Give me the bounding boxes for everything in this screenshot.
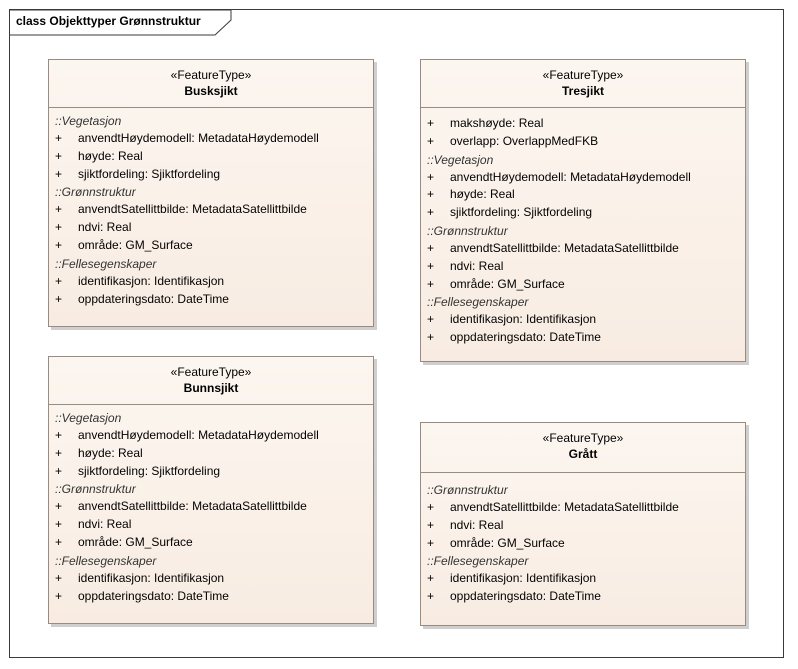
attribute-text: oppdateringsdato: DateTime: [78, 588, 229, 603]
attribute-row[interactable]: [49, 273, 373, 291]
attribute-text: område: GM_Surface: [78, 237, 193, 252]
attribute-text: høyde: Real: [450, 187, 515, 202]
attribute-row[interactable]: [49, 570, 373, 588]
attribute-row[interactable]: [49, 534, 373, 552]
attribute-text: anvendtSatellittbilde: MetadataSatellittbilde: [78, 202, 307, 217]
attribute-text: ndvi: Real: [450, 517, 504, 532]
visibility-marker: +: [55, 463, 63, 478]
attribute-text: anvendtSatellittbilde: MetadataSatellittbilde: [450, 500, 679, 514]
visibility-marker: +: [55, 273, 63, 288]
visibility-marker: +: [427, 133, 435, 148]
class-header: [49, 357, 373, 405]
stereotype-label: «FeatureType»: [170, 365, 252, 379]
visibility-marker: +: [427, 517, 435, 532]
visibility-marker: +: [427, 276, 435, 291]
class-header: [421, 423, 745, 473]
class-name: Tresjikt: [561, 84, 605, 98]
attribute-row[interactable]: [49, 130, 373, 148]
class-bunnsjikt[interactable]: [48, 356, 374, 624]
attribute-compartment: [49, 405, 373, 605]
stereotype-label: «FeatureType»: [542, 68, 624, 82]
attribute-text: identifikasjon: Identifikasjon: [78, 570, 225, 585]
attribute-text: overlapp: OverlappMedFKB: [450, 133, 599, 148]
visibility-marker: +: [427, 330, 435, 345]
visibility-marker: +: [55, 588, 63, 603]
attribute-row[interactable]: [421, 588, 745, 606]
visibility-marker: +: [55, 428, 63, 442]
stereotype-label: «FeatureType»: [542, 431, 624, 445]
attribute-row[interactable]: [421, 133, 745, 151]
attribute-text: høyde: Real: [78, 445, 143, 460]
attribute-text: oppdateringsdato: DateTime: [450, 330, 601, 345]
visibility-marker: +: [427, 116, 435, 130]
attribute-text: område: GM_Surface: [450, 276, 565, 291]
visibility-marker: +: [55, 499, 63, 514]
class-tresjikt[interactable]: [420, 59, 746, 362]
attribute-row[interactable]: [49, 516, 373, 534]
inherited-group-label: ::Grønnstruktur: [427, 483, 508, 497]
visibility-marker: +: [427, 169, 435, 184]
attribute-text: område: GM_Surface: [78, 534, 193, 549]
attribute-text: ndvi: Real: [78, 220, 132, 235]
inherited-group-label: ::Fellesegenskaper: [427, 295, 529, 310]
visibility-marker: +: [55, 517, 63, 532]
attribute-row[interactable]: [49, 588, 373, 606]
attribute-text: identifikasjon: Identifikasjon: [450, 312, 597, 327]
attribute-row[interactable]: [421, 169, 745, 187]
attribute-compartment: [421, 108, 745, 347]
attribute-row[interactable]: [421, 240, 745, 258]
attribute-row[interactable]: [49, 237, 373, 255]
attribute-row[interactable]: [421, 311, 745, 329]
attribute-row[interactable]: [421, 499, 745, 517]
visibility-marker: +: [55, 291, 63, 306]
visibility-marker: +: [427, 589, 435, 604]
attribute-row[interactable]: [421, 276, 745, 294]
inherited-group-label: ::Grønnstruktur: [55, 482, 136, 497]
attribute-text: område: GM_Surface: [450, 535, 565, 550]
visibility-marker: +: [427, 240, 435, 255]
inherited-group-label: ::Grønnstruktur: [55, 185, 136, 200]
attribute-row[interactable]: [421, 329, 745, 347]
visibility-marker: +: [55, 220, 63, 235]
class-name: Grått: [568, 447, 598, 461]
attribute-row[interactable]: [49, 166, 373, 184]
attribute-text: høyde: Real: [78, 148, 143, 163]
attribute-text: ndvi: Real: [78, 517, 132, 532]
class-name: Busksjikt: [184, 84, 238, 98]
attribute-text: oppdateringsdato: DateTime: [450, 589, 601, 604]
visibility-marker: +: [55, 570, 63, 585]
visibility-marker: +: [55, 534, 63, 549]
class-header: [49, 60, 373, 108]
visibility-marker: +: [55, 445, 63, 460]
attribute-row[interactable]: [49, 498, 373, 516]
attribute-text: identifikasjon: Identifikasjon: [450, 571, 597, 586]
attribute-row[interactable]: [421, 204, 745, 222]
attribute-row[interactable]: [49, 201, 373, 219]
attribute-text: sjiktfordeling: Sjiktfordeling: [78, 166, 221, 181]
inherited-group-label: ::Grønnstruktur: [427, 223, 508, 238]
attribute-text: anvendtHøydemodell: MetadataHøydemodell: [78, 428, 319, 442]
visibility-marker: +: [55, 131, 63, 145]
diagram-title: class Objekttyper Grønnstruktur: [16, 14, 201, 28]
visibility-marker: +: [427, 187, 435, 202]
inherited-group-label: ::Fellesegenskaper: [427, 554, 529, 569]
attribute-text: makshøyde: Real: [450, 116, 544, 130]
attribute-text: sjiktfordeling: Sjiktfordeling: [78, 463, 221, 478]
attribute-row[interactable]: [421, 535, 745, 553]
visibility-marker: +: [427, 312, 435, 327]
visibility-marker: +: [427, 535, 435, 550]
inherited-group-label: ::Fellesegenskaper: [55, 553, 157, 568]
attribute-row[interactable]: [49, 445, 373, 463]
attribute-compartment: [49, 108, 373, 308]
attribute-text: anvendtHøydemodell: MetadataHøydemodell: [450, 169, 691, 184]
class-gratt[interactable]: [420, 422, 746, 626]
attribute-compartment: [421, 473, 745, 606]
attribute-row[interactable]: [49, 427, 373, 445]
attribute-text: oppdateringsdato: DateTime: [78, 291, 229, 306]
attribute-row[interactable]: [421, 115, 745, 133]
attribute-row[interactable]: [49, 291, 373, 309]
inherited-group-label: ::Fellesegenskaper: [55, 256, 157, 271]
attribute-text: anvendtSatellittbilde: MetadataSatellittbilde: [78, 499, 307, 514]
attribute-text: anvendtSatellittbilde: MetadataSatellittbilde: [450, 240, 679, 255]
visibility-marker: +: [427, 500, 435, 514]
visibility-marker: +: [427, 258, 435, 273]
attribute-row[interactable]: [49, 219, 373, 237]
inherited-group-label: ::Vegetasjon: [427, 152, 494, 167]
visibility-marker: +: [427, 571, 435, 586]
inherited-group-label: ::Vegetasjon: [55, 411, 122, 425]
visibility-marker: +: [55, 202, 63, 217]
attribute-row[interactable]: [421, 570, 745, 588]
class-name: Bunnsjikt: [183, 381, 239, 395]
attribute-text: sjiktfordeling: Sjiktfordeling: [450, 205, 593, 220]
attribute-text: ndvi: Real: [450, 258, 504, 273]
inherited-group-label: ::Vegetasjon: [55, 114, 122, 128]
visibility-marker: +: [55, 166, 63, 181]
attribute-row[interactable]: [421, 517, 745, 535]
class-header: [421, 60, 745, 108]
attribute-row[interactable]: [421, 186, 745, 204]
attribute-row[interactable]: [49, 463, 373, 481]
class-busksjikt[interactable]: [48, 59, 374, 327]
attribute-text: anvendtHøydemodell: MetadataHøydemodell: [78, 131, 319, 145]
visibility-marker: +: [55, 148, 63, 163]
visibility-marker: +: [55, 237, 63, 252]
attribute-row[interactable]: [421, 258, 745, 276]
visibility-marker: +: [427, 205, 435, 220]
attribute-row[interactable]: [49, 148, 373, 166]
stereotype-label: «FeatureType»: [170, 68, 252, 82]
attribute-text: identifikasjon: Identifikasjon: [78, 273, 225, 288]
